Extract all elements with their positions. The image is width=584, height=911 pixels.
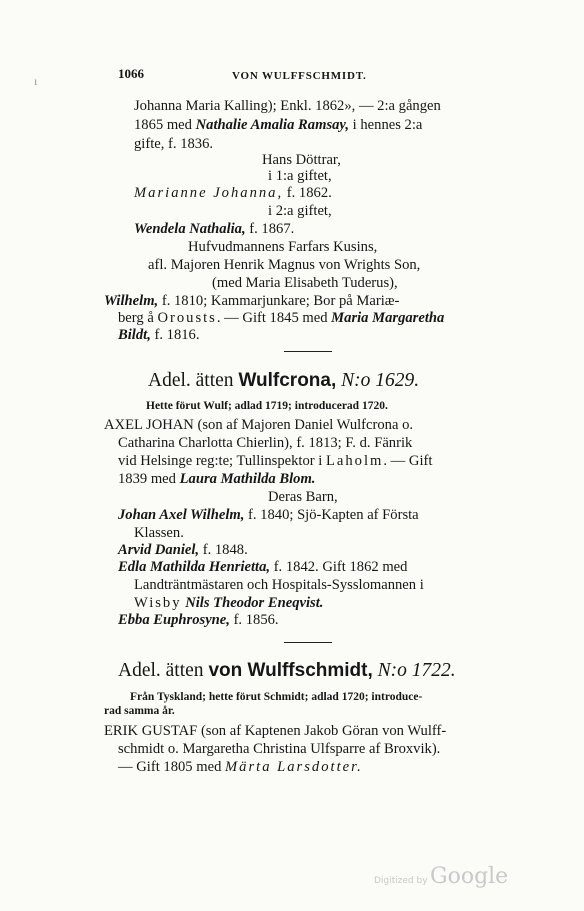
- text-line-part: f. 1810; Kammarjunkare; Bor på Mariæ-: [158, 293, 400, 309]
- text-line-part: berg å: [118, 310, 158, 326]
- text-line: Landträntmästaren och Hospitals-Sysslomannen i: [134, 577, 424, 593]
- text-line: [134, 594, 323, 612]
- family-name: von Wulffschmidt,: [208, 660, 373, 681]
- text-line: [118, 506, 419, 524]
- family-note: Hette förut Wulf; adlad 1719; introducerad 1720.: [146, 400, 388, 412]
- text-line: [104, 292, 399, 310]
- person-name: Edla Mathilda Henrietta,: [118, 559, 271, 575]
- person-name: Wilhelm,: [104, 293, 159, 309]
- text-line-part: f. 1842. Gift 1862 med: [270, 559, 408, 575]
- text-line: [118, 611, 279, 629]
- page-number: 1066: [118, 66, 144, 81]
- text-line-part: 1865 med: [134, 117, 196, 133]
- text-line: [118, 558, 407, 576]
- text-line: [118, 452, 432, 470]
- text-line: ERIK GUSTAF (son af Kaptenen Jakob Göran von Wulff-: [104, 723, 447, 739]
- text-line-part: f. 1848.: [199, 542, 248, 558]
- text-line: Hans Döttrar,: [262, 152, 341, 168]
- text-line-part: f. 1840; Sjö-Kapten af Första: [244, 507, 419, 523]
- margin-mark: ı: [34, 74, 38, 88]
- text-line: Klassen.: [134, 525, 184, 541]
- text-line-part: f. 1856.: [229, 612, 279, 628]
- text-line: Johanna Maria Kalling); Enkl. 1862», — 2:a gången: [134, 98, 441, 114]
- family-note: Från Tyskland; hette förut Schmidt; adlad 1720; introduce-: [130, 691, 423, 703]
- text-line: [118, 309, 444, 327]
- text-line: [134, 116, 422, 134]
- running-title: VON WULFFSCHMIDT.: [232, 70, 367, 82]
- section-title: [118, 659, 456, 683]
- person-name: Arvid Daniel,: [118, 542, 200, 558]
- text-line: [134, 184, 332, 202]
- spouse-name: Märta Larsdotter.: [225, 759, 363, 775]
- place-name: Laholm: [325, 453, 384, 469]
- text-line: AXEL JOHAN (son af Majoren Daniel Wulfcrona o.: [104, 417, 414, 433]
- text-line: i 1:a giftet,: [268, 168, 332, 184]
- text-line: [118, 758, 363, 776]
- text-line-part: i hennes 2:a: [349, 117, 423, 133]
- text-line: [134, 220, 294, 238]
- text-line: i 2:a giftet,: [268, 203, 332, 219]
- digitized-label: Digitized by: [374, 876, 428, 886]
- person-name: Johan Axel Wilhelm,: [118, 507, 245, 523]
- family-note: rad samma år.: [104, 705, 175, 717]
- text-line-part: — Gift 1805 med: [118, 759, 226, 775]
- text-line: [118, 470, 315, 488]
- spouse-name: Bildt,: [118, 327, 151, 343]
- text-line: [118, 541, 248, 559]
- text-line: afl. Majoren Henrik Magnus von Wrights Son,: [148, 257, 421, 273]
- text-line: [118, 326, 200, 344]
- text-line-part: f. 1862.: [283, 185, 332, 201]
- title-prefix: Adel. ätten: [148, 370, 234, 391]
- section-divider: [284, 351, 332, 352]
- person-name: Wendela Nathalia,: [134, 221, 246, 237]
- text-line: Deras Barn,: [268, 489, 338, 505]
- text-line: (med Maria Elisabeth Tuderus),: [212, 275, 398, 291]
- place-name: Orousts: [157, 310, 217, 326]
- text-line: gifte, f. 1836.: [134, 136, 214, 152]
- spouse-name: Laura Mathilda Blom.: [179, 471, 316, 487]
- text-line-part: 1839 med: [118, 471, 180, 487]
- text-line-part: f. 1867.: [245, 221, 295, 237]
- person-name: Ebba Euphrosyne,: [118, 612, 230, 628]
- title-prefix: Adel. ätten: [118, 660, 204, 681]
- person-name: Marianne Johanna,: [134, 185, 284, 201]
- text-line-part: . — Gift: [383, 453, 433, 469]
- text-line: schmidt o. Margaretha Christina Ulfsparre af Broxvik).: [118, 741, 441, 757]
- family-number: N:o 1722.: [377, 660, 456, 681]
- google-logo: Google: [430, 864, 509, 889]
- spouse-name: Nathalie Amalia Ramsay,: [195, 117, 350, 133]
- spouse-name: Maria Margaretha: [331, 310, 445, 326]
- text-line-part: . — Gift 1845 med: [216, 310, 332, 326]
- spouse-name: Nils Theodor Eneqvist.: [185, 595, 324, 611]
- text-line: Catharina Charlotta Chierlin), f. 1813; F. d. Fänrik: [118, 435, 413, 451]
- text-line-part: vid Helsinge reg:te; Tullinspektor i: [118, 453, 326, 469]
- section-divider: [284, 642, 332, 643]
- text-line: Hufvudmannens Farfars Kusins,: [188, 239, 378, 255]
- family-name: Wulfcrona,: [238, 370, 337, 391]
- section-title: [148, 369, 419, 393]
- place-name: Wisby: [134, 595, 182, 611]
- family-number: N:o 1629.: [341, 370, 420, 391]
- text-line-part: f. 1816.: [150, 327, 200, 343]
